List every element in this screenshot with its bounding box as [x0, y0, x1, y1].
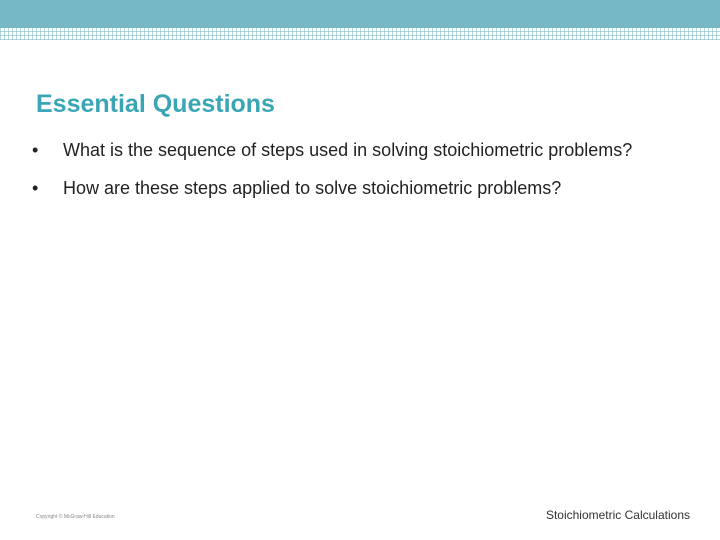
slide-title: Essential Questions [36, 90, 275, 118]
bullet-list [30, 138, 640, 214]
bullet-item [30, 138, 640, 162]
header-band [0, 0, 720, 28]
footer-section-title: Stoichiometric Calculations [545, 508, 690, 522]
header-hatch-pattern [0, 28, 720, 40]
bullet-item [30, 176, 640, 200]
bullet-text: How are these steps applied to solve stoichiometric problems? [63, 178, 562, 198]
bullet-text: What is the sequence of steps used in solving stoichiometric problems? [63, 140, 633, 160]
bullet-marker: • [32, 178, 39, 198]
bullet-marker: • [32, 140, 39, 160]
copyright-notice: Copyright © McGraw-Hill Education [36, 514, 115, 520]
